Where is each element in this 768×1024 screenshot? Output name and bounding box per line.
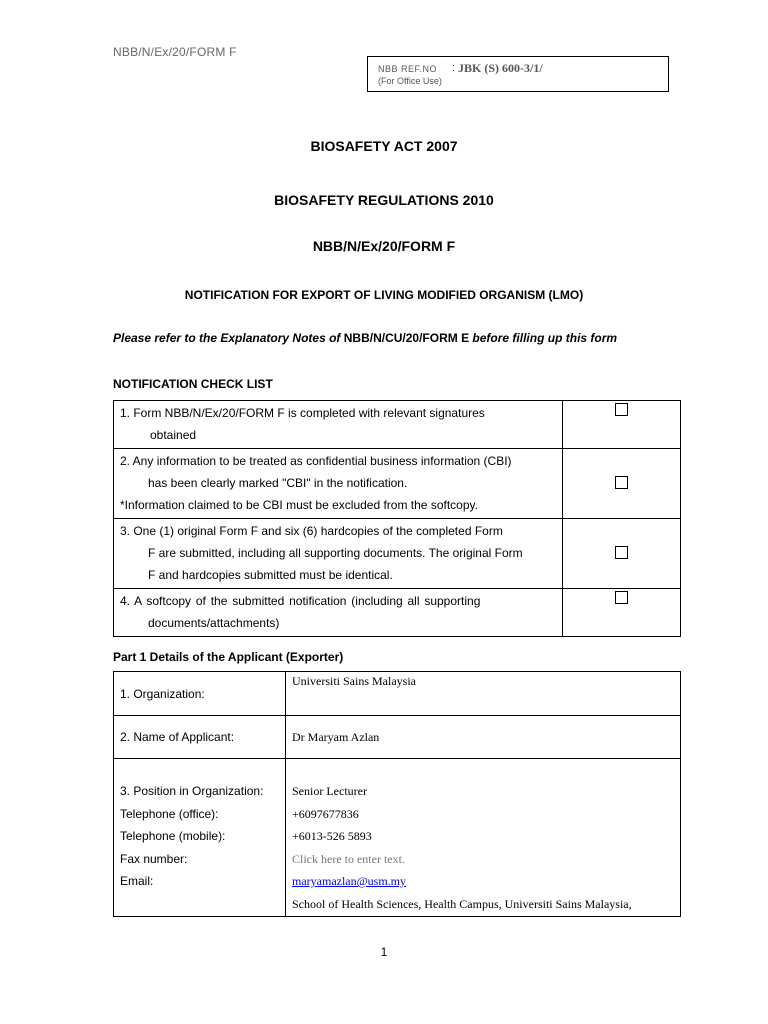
ref-no-label: NBB REF.NO — [378, 64, 438, 74]
checklist-checkbox-cell — [563, 401, 681, 449]
office-use-note: (For Office Use) — [378, 76, 442, 86]
tel-mobile-label: Telephone (mobile): — [120, 829, 226, 843]
checklist-title: NOTIFICATION CHECK LIST — [113, 377, 273, 391]
table-row — [114, 716, 681, 759]
regulations-title: BIOSAFETY REGULATIONS 2010 — [274, 192, 494, 208]
email-label: Email: — [120, 874, 154, 888]
contact-values — [286, 759, 681, 917]
checkbox-2[interactable] — [615, 476, 628, 489]
tel-office-label: Telephone (office): — [120, 806, 219, 821]
position-label: 3. Position in Organization: — [120, 784, 264, 798]
checkbox-3[interactable] — [615, 546, 628, 559]
checklist-checkbox-cell — [563, 449, 681, 519]
part1-title: Part 1 Details of the Applicant (Exporter) — [113, 650, 344, 664]
applicant-name-field[interactable]: Dr Maryam Azlan — [286, 716, 681, 759]
note-form-ref: NBB/N/CU/20/FORM E — [343, 331, 470, 345]
email-link[interactable]: maryamazlan@usm.my — [292, 874, 407, 888]
checklist-row — [114, 519, 681, 589]
note-suffix: before filling up this form — [469, 331, 618, 345]
table-row — [114, 759, 681, 917]
checklist-row — [114, 449, 681, 519]
notification-title: NOTIFICATION FOR EXPORT OF LIVING MODIFIED ORGANISM (LMO) — [184, 288, 584, 302]
organization-field[interactable]: Universiti Sains Malaysia — [286, 672, 681, 716]
ref-colon: : — [452, 62, 456, 74]
office-reference-box — [367, 56, 669, 92]
checklist-item-text: 3. One (1) original Form F and six (6) hardcopies of the completed Form F are submitted, including all supporting documents. The original Form F and hardcopies submitted must be identical. — [114, 519, 563, 589]
checklist-row — [114, 589, 681, 637]
tel-mobile-field[interactable]: +6013-526 5893 — [292, 829, 372, 843]
organization-label: 1. Organization: — [114, 672, 286, 716]
contact-labels — [114, 759, 286, 917]
form-title: NBB/N/Ex/20/FORM F — [312, 238, 456, 254]
explanatory-note — [113, 331, 617, 345]
checklist-table — [113, 400, 681, 637]
ref-no-value: JBK (S) 600-3/1/ — [458, 61, 543, 75]
address-field[interactable]: School of Health Sciences, Health Campus, Universiti Sains Malaysia, — [292, 896, 632, 911]
table-row — [114, 672, 681, 716]
form-code-header: NBB/N/Ex/20/FORM F — [113, 45, 237, 59]
checkbox-4[interactable] — [615, 591, 628, 604]
checklist-row — [114, 401, 681, 449]
page-number: 1 — [380, 945, 388, 959]
note-prefix: Please refer to the Explanatory Notes of — [113, 331, 344, 345]
fax-field[interactable]: Click here to enter text. — [292, 851, 405, 866]
tel-office-field[interactable]: +6097677836 — [292, 806, 359, 821]
checkbox-1[interactable] — [615, 403, 628, 416]
fax-label: Fax number: — [120, 851, 188, 866]
checklist-checkbox-cell — [563, 519, 681, 589]
checklist-item-text: 1. Form NBB/N/Ex/20/FORM F is completed with relevant signatures obtained — [114, 401, 563, 449]
applicant-details-table — [113, 671, 681, 917]
act-title: BIOSAFETY ACT 2007 — [310, 138, 458, 154]
checklist-checkbox-cell — [563, 589, 681, 637]
checklist-item-text: 2. Any information to be treated as confidential business information (CBI) has been clearly marked "CBI" in the notification. *Information claimed to be CBI must be excluded from the softcopy. — [114, 449, 563, 519]
checklist-item-text: 4. A softcopy of the submitted notification (including all supporting documents/attachments) — [114, 589, 563, 637]
applicant-name-label: 2. Name of Applicant: — [114, 716, 286, 759]
position-field[interactable]: Senior Lecturer — [292, 784, 367, 798]
